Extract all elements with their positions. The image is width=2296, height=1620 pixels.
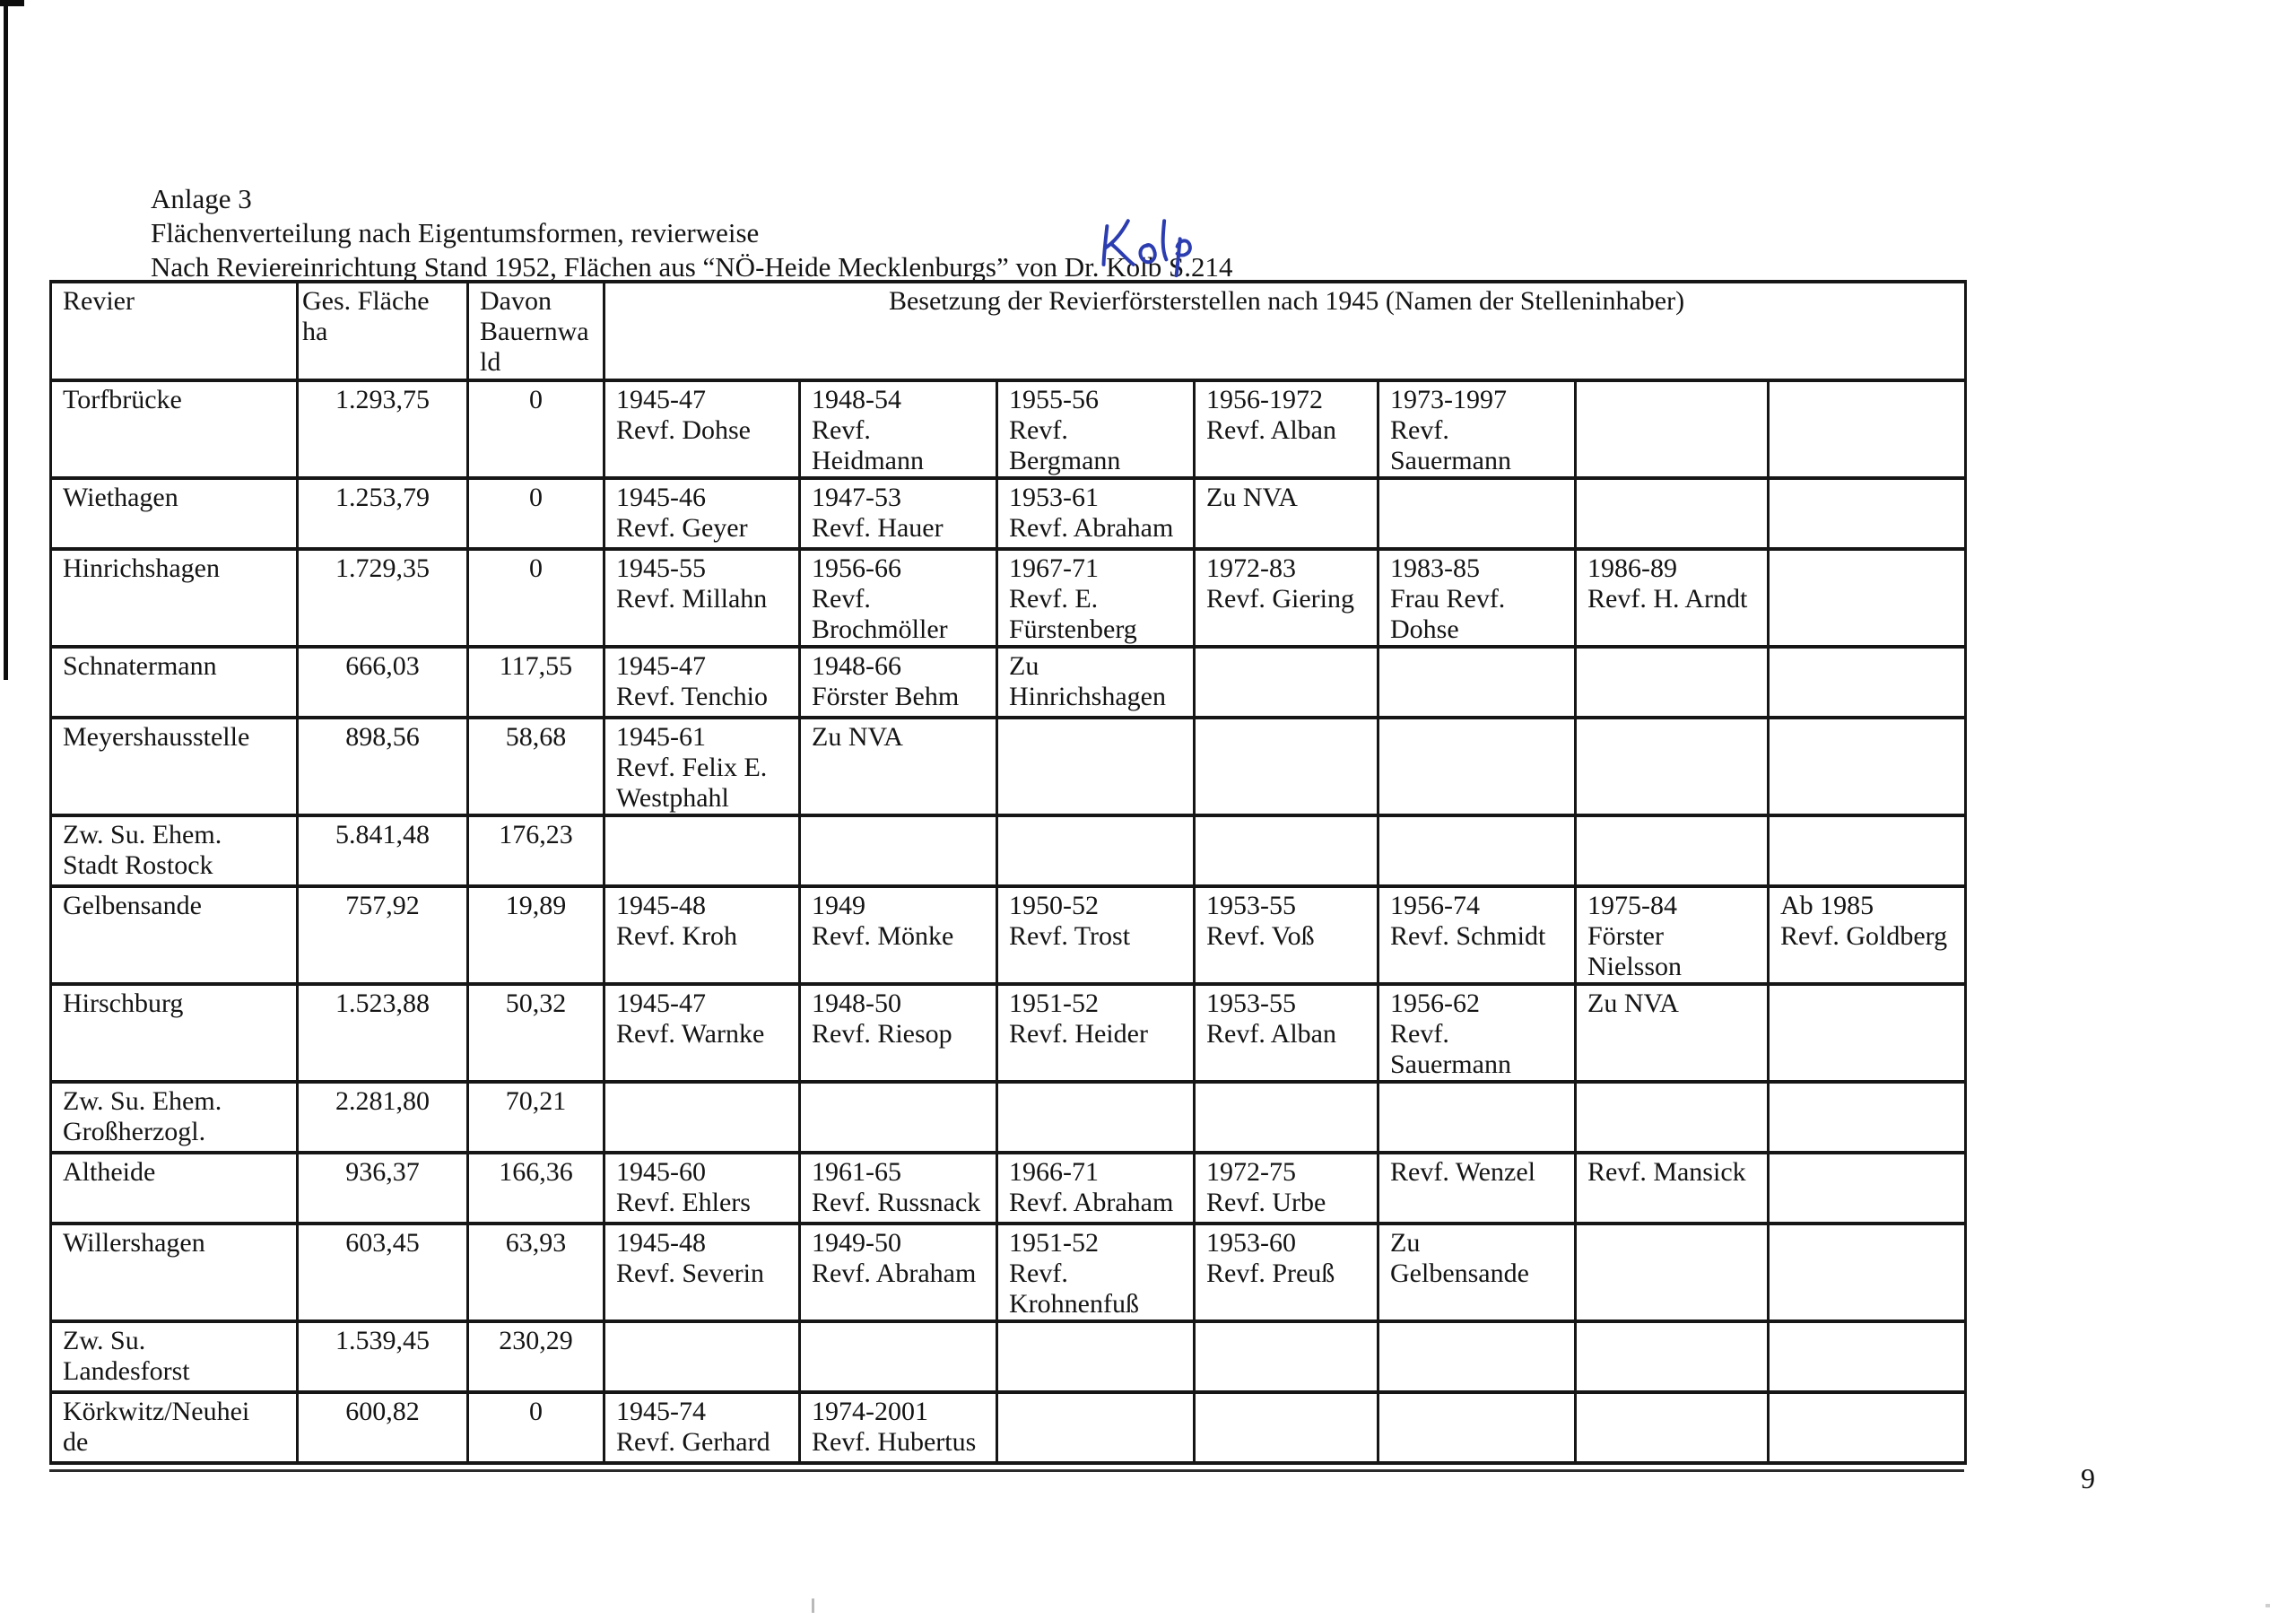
cell-bauernwald: 58,68 [468,718,604,815]
cell-besetzung [800,984,997,1082]
cell-line: Revf. Kroh [616,921,737,951]
cell-line: Gelbensande [63,891,202,920]
cell-line: 1972-83 [1206,553,1296,583]
cell-line: Revf. Wenzel [1390,1157,1535,1187]
cell-flaeche: 603,45 [298,1224,468,1321]
cell-flaeche: 1.253,79 [298,478,468,549]
cell-besetzung [997,380,1195,478]
cell-line: Revf. [812,415,871,445]
cell-line: Wiethagen [63,483,178,512]
cell-besetzung [1769,984,1966,1082]
cell-line: Revf. Abraham [812,1259,977,1288]
cell-besetzung [1769,1082,1966,1153]
table-row [51,1082,1966,1153]
handwriting-kolp-strokes [1091,207,1200,289]
cell-line: 1961-65 [812,1157,901,1187]
cell-besetzung [1195,1082,1378,1153]
cell-line: Ab 1985 [1780,891,1874,920]
cell-besetzung [1576,1321,1769,1392]
cell-line: Hinrichshagen [63,553,220,583]
cell-besetzung [1378,1392,1576,1463]
cell-besetzung [1769,1224,1966,1321]
cell-bauernwald: 19,89 [468,886,604,984]
cell-besetzung [1378,380,1576,478]
table-row [51,1153,1966,1224]
cell-line: Bergmann [1009,446,1121,475]
cell-besetzung [800,647,997,718]
cell-besetzung [1769,647,1966,718]
cell-line: 1975-84 [1587,891,1677,920]
cell-flaeche: 600,82 [298,1392,468,1463]
cell-besetzung [800,1082,997,1153]
cell-line: Heidmann [812,446,924,475]
cell-flaeche: 1.729,35 [298,549,468,647]
cell-besetzung [1195,1392,1378,1463]
cell-line: Revf. Mönke [812,921,954,951]
cell-besetzung [1195,1153,1378,1224]
cell-line: Landesforst [63,1356,190,1386]
cell-bauernwald: 0 [468,1392,604,1463]
cell-flaeche: 936,37 [298,1153,468,1224]
cell-besetzung [1576,1224,1769,1321]
cell-besetzung [604,718,800,815]
cell-line: Fürstenberg [1009,614,1137,644]
cell-line: Revf. [1009,1259,1068,1288]
cell-revier [51,1321,298,1392]
cell-line: Zu NVA [1587,989,1679,1018]
cell-besetzung [1769,549,1966,647]
cell-besetzung [800,1392,997,1463]
cell-besetzung [800,549,997,647]
cell-line: Dohse [1390,614,1459,644]
cell-line: Revier [63,286,135,316]
cell-line: Revf. Warnke [616,1019,765,1049]
cell-line: 1956-1972 [1206,385,1323,414]
cell-line: Willershagen [63,1228,205,1258]
cell-besetzung [1576,984,1769,1082]
cell-flaeche: 757,92 [298,886,468,984]
cell-bauernwald: 166,36 [468,1153,604,1224]
cell-besetzung [800,1224,997,1321]
cell-besetzung [1769,718,1966,815]
cell-revier [51,549,298,647]
cell-line: Zw. Su. [63,1326,146,1355]
cell-besetzung [1769,815,1966,886]
col-header-besetzung [604,282,1966,380]
cell-flaeche: 1.539,45 [298,1321,468,1392]
cell-line: Revf. Riesop [812,1019,952,1049]
col-header-revier [51,282,298,380]
cell-besetzung [604,647,800,718]
cell-line: Sauermann [1390,1050,1511,1079]
cell-revier [51,380,298,478]
cell-line: Zu [1390,1228,1421,1258]
cell-besetzung [1769,478,1966,549]
cell-besetzung [1195,1224,1378,1321]
cell-besetzung [1378,886,1576,984]
cell-line: Davon [480,286,552,316]
cell-besetzung [997,1392,1195,1463]
cell-bauernwald: 63,93 [468,1224,604,1321]
cell-besetzung [1195,815,1378,886]
cell-line: Revf. Abraham [1009,1188,1174,1217]
cell-besetzung [800,1153,997,1224]
cell-besetzung [997,1321,1195,1392]
cell-besetzung [1769,1321,1966,1392]
cell-besetzung [604,380,800,478]
table-row [51,647,1966,718]
cell-besetzung [997,718,1195,815]
cell-flaeche: 5.841,48 [298,815,468,886]
cell-besetzung [1378,549,1576,647]
cell-besetzung [997,549,1195,647]
cell-line: Torfbrücke [63,385,182,414]
cell-besetzung [604,1153,800,1224]
cell-line: Revf. Alban [1206,415,1336,445]
cell-line: Zw. Su. Ehem. [63,820,222,849]
table-wrapper [49,280,1966,1472]
cell-line: ld [480,347,501,377]
table-row [51,1224,1966,1321]
cell-line: Stadt Rostock [63,850,213,880]
cell-line: 1951-52 [1009,1228,1099,1258]
cell-bauernwald: 0 [468,478,604,549]
cell-line: Zw. Su. Ehem. [63,1086,222,1116]
cell-line: 1951-52 [1009,989,1099,1018]
cell-line: 1945-60 [616,1157,706,1187]
cell-besetzung [997,647,1195,718]
table-row [51,380,1966,478]
cell-line: Großherzogl. [63,1117,206,1146]
cell-besetzung [1378,1321,1576,1392]
cell-flaeche: 1.293,75 [298,380,468,478]
cell-line: 1948-54 [812,385,901,414]
cell-line: 1953-61 [1009,483,1099,512]
cell-besetzung [997,1153,1195,1224]
cell-besetzung [800,718,997,815]
scan-artifact-tick [812,1598,814,1613]
cell-line: Revf. Mansick [1587,1157,1746,1187]
cell-besetzung [800,380,997,478]
cell-line: 1973-1997 [1390,385,1507,414]
cell-besetzung [604,984,800,1082]
cell-besetzung [604,478,800,549]
cell-line: Revf. Ehlers [616,1188,751,1217]
table-row [51,984,1966,1082]
cell-line: 1953-60 [1206,1228,1296,1258]
cell-besetzung [997,478,1195,549]
col-header-flaeche [298,282,468,380]
cell-revier [51,886,298,984]
cell-besetzung [1576,815,1769,886]
cell-line: 1945-74 [616,1397,706,1426]
cell-revier [51,1082,298,1153]
cell-besetzung [1576,380,1769,478]
table-body [51,380,1966,1463]
scan-artifact-left-edge [4,0,8,680]
cell-line: Brochmöller [812,614,948,644]
cell-besetzung [604,815,800,886]
cell-line: 1945-46 [616,483,706,512]
scan-artifact-dot [2266,1604,2270,1607]
cell-besetzung [1576,647,1769,718]
cell-line: 1956-66 [812,553,901,583]
cell-line: 1945-48 [616,1228,706,1258]
cell-line: 1956-74 [1390,891,1480,920]
document-header [151,182,1232,284]
cell-line: Ges. Fläche [302,286,430,316]
cell-line: Bauernwa [480,317,589,346]
cell-line: Revf. Hauer [812,513,944,543]
cell-besetzung [1576,1392,1769,1463]
cell-besetzung [800,886,997,984]
cell-besetzung [1195,647,1378,718]
cell-line: Zu NVA [812,722,903,752]
cell-besetzung [1769,1153,1966,1224]
cell-line: Meyershausstelle [63,722,250,752]
cell-revier [51,718,298,815]
table-row [51,1321,1966,1392]
cell-line: Revf. Tenchio [616,682,768,711]
cell-line: Revf. Heider [1009,1019,1148,1049]
cell-line: Förster Behm [812,682,960,711]
cell-revier [51,1153,298,1224]
cell-line: Altheide [63,1157,156,1187]
cell-besetzung [1576,718,1769,815]
cell-besetzung [604,1392,800,1463]
cell-line: Revf. Millahn [616,584,768,614]
table-header-row [51,282,1966,380]
cell-besetzung [1769,380,1966,478]
cell-besetzung [997,815,1195,886]
cell-besetzung [1378,984,1576,1082]
cell-revier [51,1224,298,1321]
cell-line: 1949-50 [812,1228,901,1258]
cell-line: 1967-71 [1009,553,1099,583]
cell-besetzung [604,1082,800,1153]
cell-line: 1953-55 [1206,989,1296,1018]
cell-line: Revf. Dohse [616,415,751,445]
cell-line: 1986-89 [1587,553,1677,583]
cell-line: Revf. Trost [1009,921,1131,951]
cell-line: 1945-47 [616,651,706,681]
cell-bauernwald: 50,32 [468,984,604,1082]
cell-line: Revf. Voß [1206,921,1315,951]
cell-line: Zu [1009,651,1039,681]
cell-line: Sauermann [1390,446,1511,475]
cell-bauernwald: 176,23 [468,815,604,886]
cell-line: Nielsson [1587,952,1682,981]
cell-line: Besetzung der Revierförsterstellen nach 1945 (Namen der Stelleninhaber) [888,286,1685,316]
cell-line: 1972-75 [1206,1157,1296,1187]
cell-line: Westphahl [616,783,729,813]
cell-revier [51,815,298,886]
cell-line: Zu NVA [1206,483,1298,512]
cell-line: Revf. [1009,415,1068,445]
cell-besetzung [1195,1321,1378,1392]
cell-besetzung [604,886,800,984]
cell-line: Revf. Russnack [812,1188,981,1217]
cell-besetzung [1576,886,1769,984]
cell-besetzung [800,1321,997,1392]
cell-besetzung [1195,984,1378,1082]
cell-bauernwald: 0 [468,549,604,647]
table-row [51,549,1966,647]
cell-besetzung [1378,718,1576,815]
cell-besetzung [1576,549,1769,647]
cell-line: Revf. Giering [1206,584,1354,614]
cell-besetzung [1195,886,1378,984]
cell-besetzung [1378,1153,1576,1224]
cell-line: 1945-48 [616,891,706,920]
cell-besetzung [997,984,1195,1082]
cell-line: Revf. Urbe [1206,1188,1326,1217]
cell-line: Revf. Preuß [1206,1259,1335,1288]
document-title: Flächenverteilung nach Eigentumsformen, revierweise [151,217,760,248]
cell-line: Revf. Goldberg [1780,921,1948,951]
scan-artifact-bottom-double-line [49,1469,1964,1472]
cell-line: Schnatermann [63,651,217,681]
cell-line: 1945-61 [616,722,706,752]
cell-besetzung [604,1321,800,1392]
cell-line: Förster [1587,921,1664,951]
cell-revier [51,984,298,1082]
cell-line: 1948-50 [812,989,901,1018]
cell-line: 1966-71 [1009,1157,1099,1187]
cell-besetzung [1195,478,1378,549]
cell-line: 1948-66 [812,651,901,681]
cell-revier [51,478,298,549]
cell-besetzung [1195,380,1378,478]
cell-line: 1945-47 [616,385,706,414]
cell-line: Revf. [812,584,871,614]
cell-line: Revf. [1390,1019,1449,1049]
cell-line: ha [302,317,328,346]
cell-line: Gelbensande [1390,1259,1529,1288]
cell-besetzung [1769,1392,1966,1463]
cell-flaeche: 2.281,80 [298,1082,468,1153]
cell-line: Revf. Hubertus [812,1427,977,1457]
cell-line: 1983-85 [1390,553,1480,583]
cell-line: 1953-55 [1206,891,1296,920]
cell-line: Revf. Geyer [616,513,748,543]
cell-line: 1974-2001 [812,1397,928,1426]
cell-besetzung [1378,815,1576,886]
cell-flaeche: 898,56 [298,718,468,815]
cell-revier [51,647,298,718]
cell-besetzung [1378,1082,1576,1153]
document-source-line: Nach Reviereinrichtung Stand 1952, Flächen aus “NÖ-Heide Mecklenburgs” von Dr. Kolb S.214 [151,251,1233,283]
scan-artifact-corner [0,0,24,6]
cell-besetzung [1195,718,1378,815]
cell-besetzung [997,1224,1195,1321]
col-header-bauernwald [468,282,604,380]
cell-besetzung [997,886,1195,984]
cell-bauernwald: 230,29 [468,1321,604,1392]
cell-besetzung [1378,647,1576,718]
cell-line: 1945-55 [616,553,706,583]
cell-line: Krohnenfuß [1009,1289,1139,1319]
table-row [51,478,1966,549]
cell-line: de [63,1427,89,1457]
table-row [51,815,1966,886]
cell-line: Revf. [1390,415,1449,445]
table-row [51,718,1966,815]
cell-line: Revf. Felix E. [616,753,768,782]
cell-line: Frau Revf. [1390,584,1506,614]
cell-line: 1950-52 [1009,891,1099,920]
cell-flaeche: 1.523,88 [298,984,468,1082]
revier-table [49,280,1967,1465]
cell-besetzung [1576,478,1769,549]
cell-line: Revf. Schmidt [1390,921,1546,951]
cell-besetzung [604,1224,800,1321]
cell-bauernwald: 117,55 [468,647,604,718]
cell-line: 1956-62 [1390,989,1480,1018]
cell-revier [51,1392,298,1463]
cell-bauernwald: 70,21 [468,1082,604,1153]
cell-line: Revf. E. [1009,584,1099,614]
cell-line: Revf. Abraham [1009,513,1174,543]
cell-besetzung [800,815,997,886]
cell-line: 1955-56 [1009,385,1099,414]
cell-besetzung [1378,478,1576,549]
table-row [51,1392,1966,1463]
attachment-label: Anlage 3 [151,183,252,214]
cell-line: 1949 [812,891,865,920]
cell-line: 1945-47 [616,989,706,1018]
cell-besetzung [1769,886,1966,984]
cell-line: Hinrichshagen [1009,682,1166,711]
cell-line: Revf. Severin [616,1259,764,1288]
page-number: 9 [2081,1462,2095,1494]
cell-bauernwald: 0 [468,380,604,478]
cell-line: 1947-53 [812,483,901,512]
cell-line: Revf. Gerhard [616,1427,770,1457]
cell-besetzung [604,549,800,647]
cell-besetzung [997,1082,1195,1153]
cell-besetzung [1378,1224,1576,1321]
cell-besetzung [1576,1153,1769,1224]
cell-besetzung [1195,549,1378,647]
cell-line: Hirschburg [63,989,184,1018]
cell-line: Revf. Alban [1206,1019,1336,1049]
cell-line: Körkwitz/Neuhei [63,1397,250,1426]
table-row [51,886,1966,984]
cell-besetzung [1576,1082,1769,1153]
cell-besetzung [800,478,997,549]
cell-line: Revf. H. Arndt [1587,584,1748,614]
cell-flaeche: 666,03 [298,647,468,718]
